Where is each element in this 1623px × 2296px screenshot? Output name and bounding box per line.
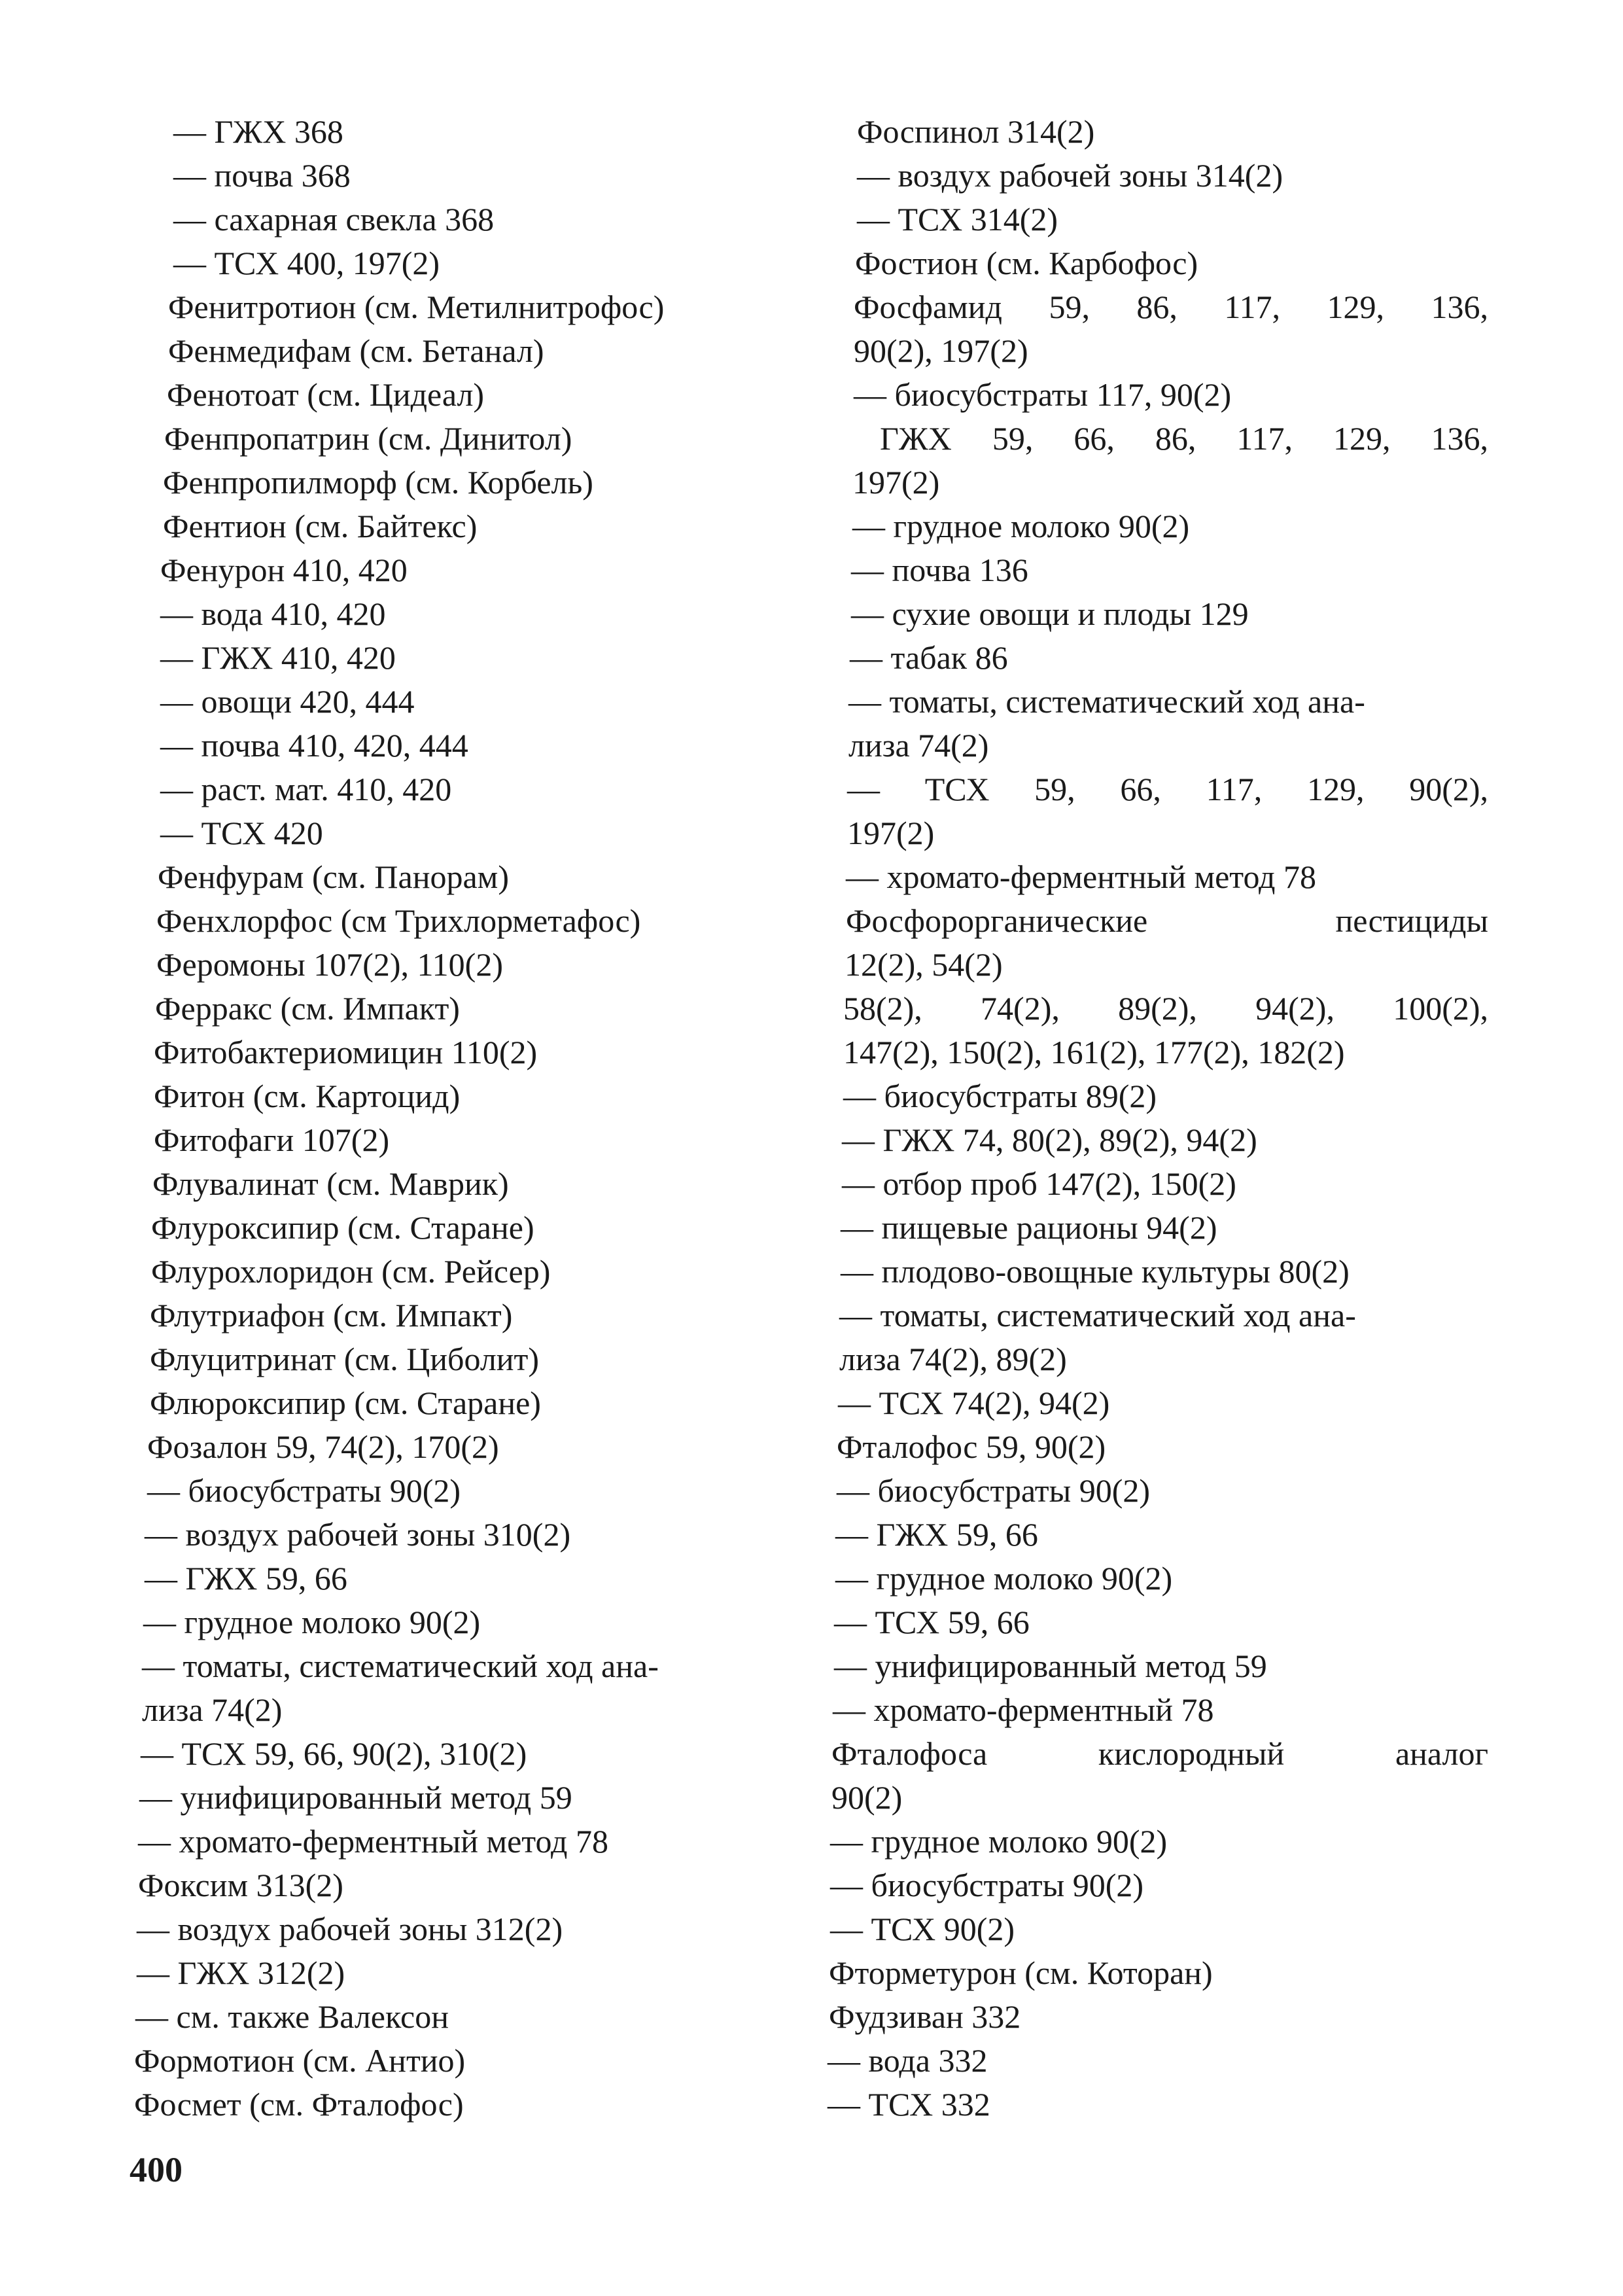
index-entry: 197(2) bbox=[847, 815, 935, 851]
index-entry: — табак 86 bbox=[850, 639, 1008, 676]
index-entry: Фитон (см. Картоцид) bbox=[154, 1078, 461, 1114]
index-entry: Фенхлорфос (см Трихлорметафос) bbox=[156, 902, 641, 939]
index-entry: Фенпропатрин (см. Динитол) bbox=[164, 420, 572, 457]
page-number: 400 bbox=[130, 2150, 183, 2189]
index-word: 74(2), bbox=[981, 990, 1060, 1027]
index-entry: — ГЖХ 74, 80(2), 89(2), 94(2) bbox=[842, 1122, 1257, 1158]
index-entry bbox=[854, 285, 1488, 329]
index-word: 90(2), bbox=[1409, 771, 1488, 807]
index-entry: Фенпропилморф (см. Корбель) bbox=[163, 464, 593, 501]
index-entry: Фудзиван 332 bbox=[829, 1998, 1021, 2035]
index-entry: — плодово-овощные культуры 80(2) bbox=[841, 1253, 1350, 1290]
index-entry: — унифицированный метод 59 bbox=[834, 1648, 1267, 1684]
index-entry: — вода 410, 420 bbox=[160, 595, 386, 632]
index-entry: — ТСХ 90(2) bbox=[830, 1911, 1015, 1947]
index-entry: — ГЖХ 59, 66 bbox=[835, 1516, 1038, 1553]
index-word: 117, bbox=[1236, 420, 1293, 457]
index-entry: — биосубстраты 90(2) bbox=[830, 1867, 1144, 1903]
index-word: аналог bbox=[1395, 1735, 1488, 1772]
index-entry: 12(2), 54(2) bbox=[845, 946, 1003, 983]
index-entry: — почва 410, 420, 444 bbox=[160, 727, 468, 764]
index-word: Фосфамид bbox=[854, 289, 1002, 325]
index-entry: 90(2) bbox=[831, 1779, 903, 1816]
index-entry bbox=[846, 899, 1488, 943]
index-entry: — томаты, систематический ход ана- bbox=[839, 1297, 1356, 1333]
index-entry: 90(2), 197(2) bbox=[854, 332, 1028, 369]
index-entry: Флувалинат (см. Маврик) bbox=[152, 1165, 509, 1202]
index-entry: — грудное молоко 90(2) bbox=[852, 508, 1190, 544]
index-entry: — биосубстраты 89(2) bbox=[843, 1078, 1157, 1114]
index-word: 59, bbox=[1034, 771, 1075, 807]
index-entry: Флуроксипир (см. Старане) bbox=[151, 1209, 534, 1246]
index-entry: — ГЖХ 410, 420 bbox=[160, 639, 396, 676]
index-entry: — томаты, систематический ход ана- bbox=[848, 683, 1365, 720]
index-word: Фталофоса bbox=[831, 1735, 988, 1772]
index-entry: Фторметурон (см. Которан) bbox=[829, 1954, 1213, 1991]
index-word: 117, bbox=[1224, 289, 1281, 325]
index-entry: Флутриафон (см. Импакт) bbox=[150, 1297, 513, 1333]
index-entry: — томаты, систематический ход ана- bbox=[142, 1648, 659, 1684]
index-entry: — ТСХ 59, 66 bbox=[834, 1604, 1030, 1640]
index-entry: Фенотоат (см. Цидеал) bbox=[167, 376, 485, 413]
index-entry: — сухие овощи и плоды 129 bbox=[851, 595, 1249, 632]
index-entry: — унифицированный метод 59 bbox=[139, 1779, 572, 1816]
index-word: кислородный bbox=[1098, 1735, 1285, 1772]
index-entry: — ТСХ 400, 197(2) bbox=[173, 245, 440, 281]
index-entry: — ТСХ 59, 66, 90(2), 310(2) bbox=[141, 1735, 527, 1772]
index-entry: — ГЖХ 312(2) bbox=[137, 1954, 345, 1991]
index-entry: Фенитротион (см. Метилнитрофос) bbox=[168, 289, 665, 325]
index-entry: — биосубстраты 117, 90(2) bbox=[854, 376, 1232, 413]
index-entry: — сахарная свекла 368 bbox=[173, 201, 495, 238]
index-entry: — ГЖХ 368 bbox=[173, 113, 343, 150]
index-entry: — вода 332 bbox=[828, 2042, 988, 2079]
index-word: 100(2), bbox=[1393, 990, 1488, 1027]
index-word: 136, bbox=[1431, 289, 1488, 325]
index-entry: — раст. мат. 410, 420 bbox=[160, 771, 452, 807]
index-entry: Фитобактериомицин 110(2) bbox=[154, 1034, 538, 1070]
index-entry: Флюроксипир (см. Старане) bbox=[150, 1385, 541, 1421]
index-entry: — почва 136 bbox=[851, 552, 1028, 588]
index-entry: — хромато-ферментный метод 78 bbox=[846, 858, 1316, 895]
index-entry: Фенфурам (см. Панорам) bbox=[158, 858, 509, 895]
index-entry bbox=[843, 987, 1488, 1031]
index-entry: — хромато-ферментный 78 bbox=[833, 1691, 1214, 1728]
index-word: 59, bbox=[1049, 289, 1090, 325]
index-entry: — воздух рабочей зоны 314(2) bbox=[857, 157, 1283, 194]
index-entry: — ГЖХ 59, 66 bbox=[145, 1560, 347, 1597]
index-word: — bbox=[847, 771, 880, 807]
index-word: 58(2), bbox=[843, 990, 922, 1027]
index-entry: 147(2), 150(2), 161(2), 177(2), 182(2) bbox=[843, 1034, 1345, 1070]
index-entry bbox=[847, 768, 1488, 811]
index-word: пестициды bbox=[1335, 902, 1488, 939]
index-column-left bbox=[134, 110, 801, 2127]
index-entry: — ТСХ 74(2), 94(2) bbox=[838, 1385, 1110, 1421]
index-entry: — ТСХ 420 bbox=[160, 815, 323, 851]
index-entry bbox=[831, 1732, 1488, 1776]
index-word: 66, bbox=[1120, 771, 1161, 807]
index-word: 129, bbox=[1333, 420, 1391, 457]
index-entry: — ТСХ 314(2) bbox=[857, 201, 1058, 238]
index-entry: — см. также Валексон bbox=[135, 1998, 449, 2035]
index-entry: лиза 74(2) bbox=[142, 1691, 283, 1728]
index-entry: — грудное молоко 90(2) bbox=[830, 1823, 1168, 1860]
index-entry: — грудное молоко 90(2) bbox=[143, 1604, 481, 1640]
index-entry: 197(2) bbox=[852, 464, 940, 501]
index-word: 66, bbox=[1073, 420, 1115, 457]
index-entry: Флурохлоридон (см. Рейсер) bbox=[151, 1253, 551, 1290]
index-entry: Фосмет (см. Фталофос) bbox=[134, 2086, 464, 2123]
index-word: 129, bbox=[1327, 289, 1385, 325]
index-entry: Флуцитринат (см. Циболит) bbox=[150, 1341, 540, 1377]
index-word: 94(2), bbox=[1255, 990, 1335, 1027]
index-column-right bbox=[828, 110, 1488, 2127]
index-entry: — почва 368 bbox=[173, 157, 351, 194]
index-word: 86, bbox=[1136, 289, 1178, 325]
index-entry: Фостион (см. Карбофос) bbox=[855, 245, 1198, 281]
index-entry: Фоспинол 314(2) bbox=[857, 113, 1095, 150]
index-entry: Фентион (см. Байтекс) bbox=[163, 508, 478, 544]
index-entry: — воздух рабочей зоны 312(2) bbox=[137, 1911, 563, 1947]
index-entry: — воздух рабочей зоны 310(2) bbox=[145, 1516, 571, 1553]
index-entry: Фталофос 59, 90(2) bbox=[837, 1428, 1106, 1465]
index-word: 89(2), bbox=[1118, 990, 1197, 1027]
index-entry: Фенурон 410, 420 bbox=[160, 552, 408, 588]
index-entry: — отбор проб 147(2), 150(2) bbox=[842, 1165, 1236, 1202]
index-entry: Ферракс (см. Импакт) bbox=[155, 990, 460, 1027]
index-word: ТСХ bbox=[924, 771, 990, 807]
index-entry: Фитофаги 107(2) bbox=[154, 1122, 390, 1158]
index-word: Фосфорорганические bbox=[846, 902, 1148, 939]
index-entry: Фоксим 313(2) bbox=[138, 1867, 343, 1903]
index-entry: Феромоны 107(2), 110(2) bbox=[156, 946, 503, 983]
index-entry: — биосубстраты 90(2) bbox=[147, 1472, 461, 1509]
index-entry: Фенмедифам (см. Бетанал) bbox=[168, 332, 544, 369]
index-entry: — биосубстраты 90(2) bbox=[837, 1472, 1151, 1509]
index-entry bbox=[880, 417, 1488, 461]
index-word: 129, bbox=[1306, 771, 1365, 807]
index-word: 86, bbox=[1155, 420, 1196, 457]
index-entry: — грудное молоко 90(2) bbox=[835, 1560, 1173, 1597]
index-entry: — овощи 420, 444 bbox=[160, 683, 415, 720]
index-entry: Формотион (см. Антио) bbox=[134, 2042, 466, 2079]
index-word: 136, bbox=[1431, 420, 1488, 457]
index-entry: — хромато-ферментный метод 78 bbox=[138, 1823, 608, 1860]
index-entry: лиза 74(2), 89(2) bbox=[839, 1341, 1067, 1377]
index-word: ГЖХ bbox=[880, 420, 952, 457]
index-entry: лиза 74(2) bbox=[848, 727, 989, 764]
index-entry: — пищевые рационы 94(2) bbox=[841, 1209, 1217, 1246]
index-word: 59, bbox=[992, 420, 1034, 457]
index-entry: — ТСХ 332 bbox=[828, 2086, 990, 2123]
index-word: 117, bbox=[1206, 771, 1263, 807]
index-entry: Фозалон 59, 74(2), 170(2) bbox=[147, 1428, 499, 1465]
